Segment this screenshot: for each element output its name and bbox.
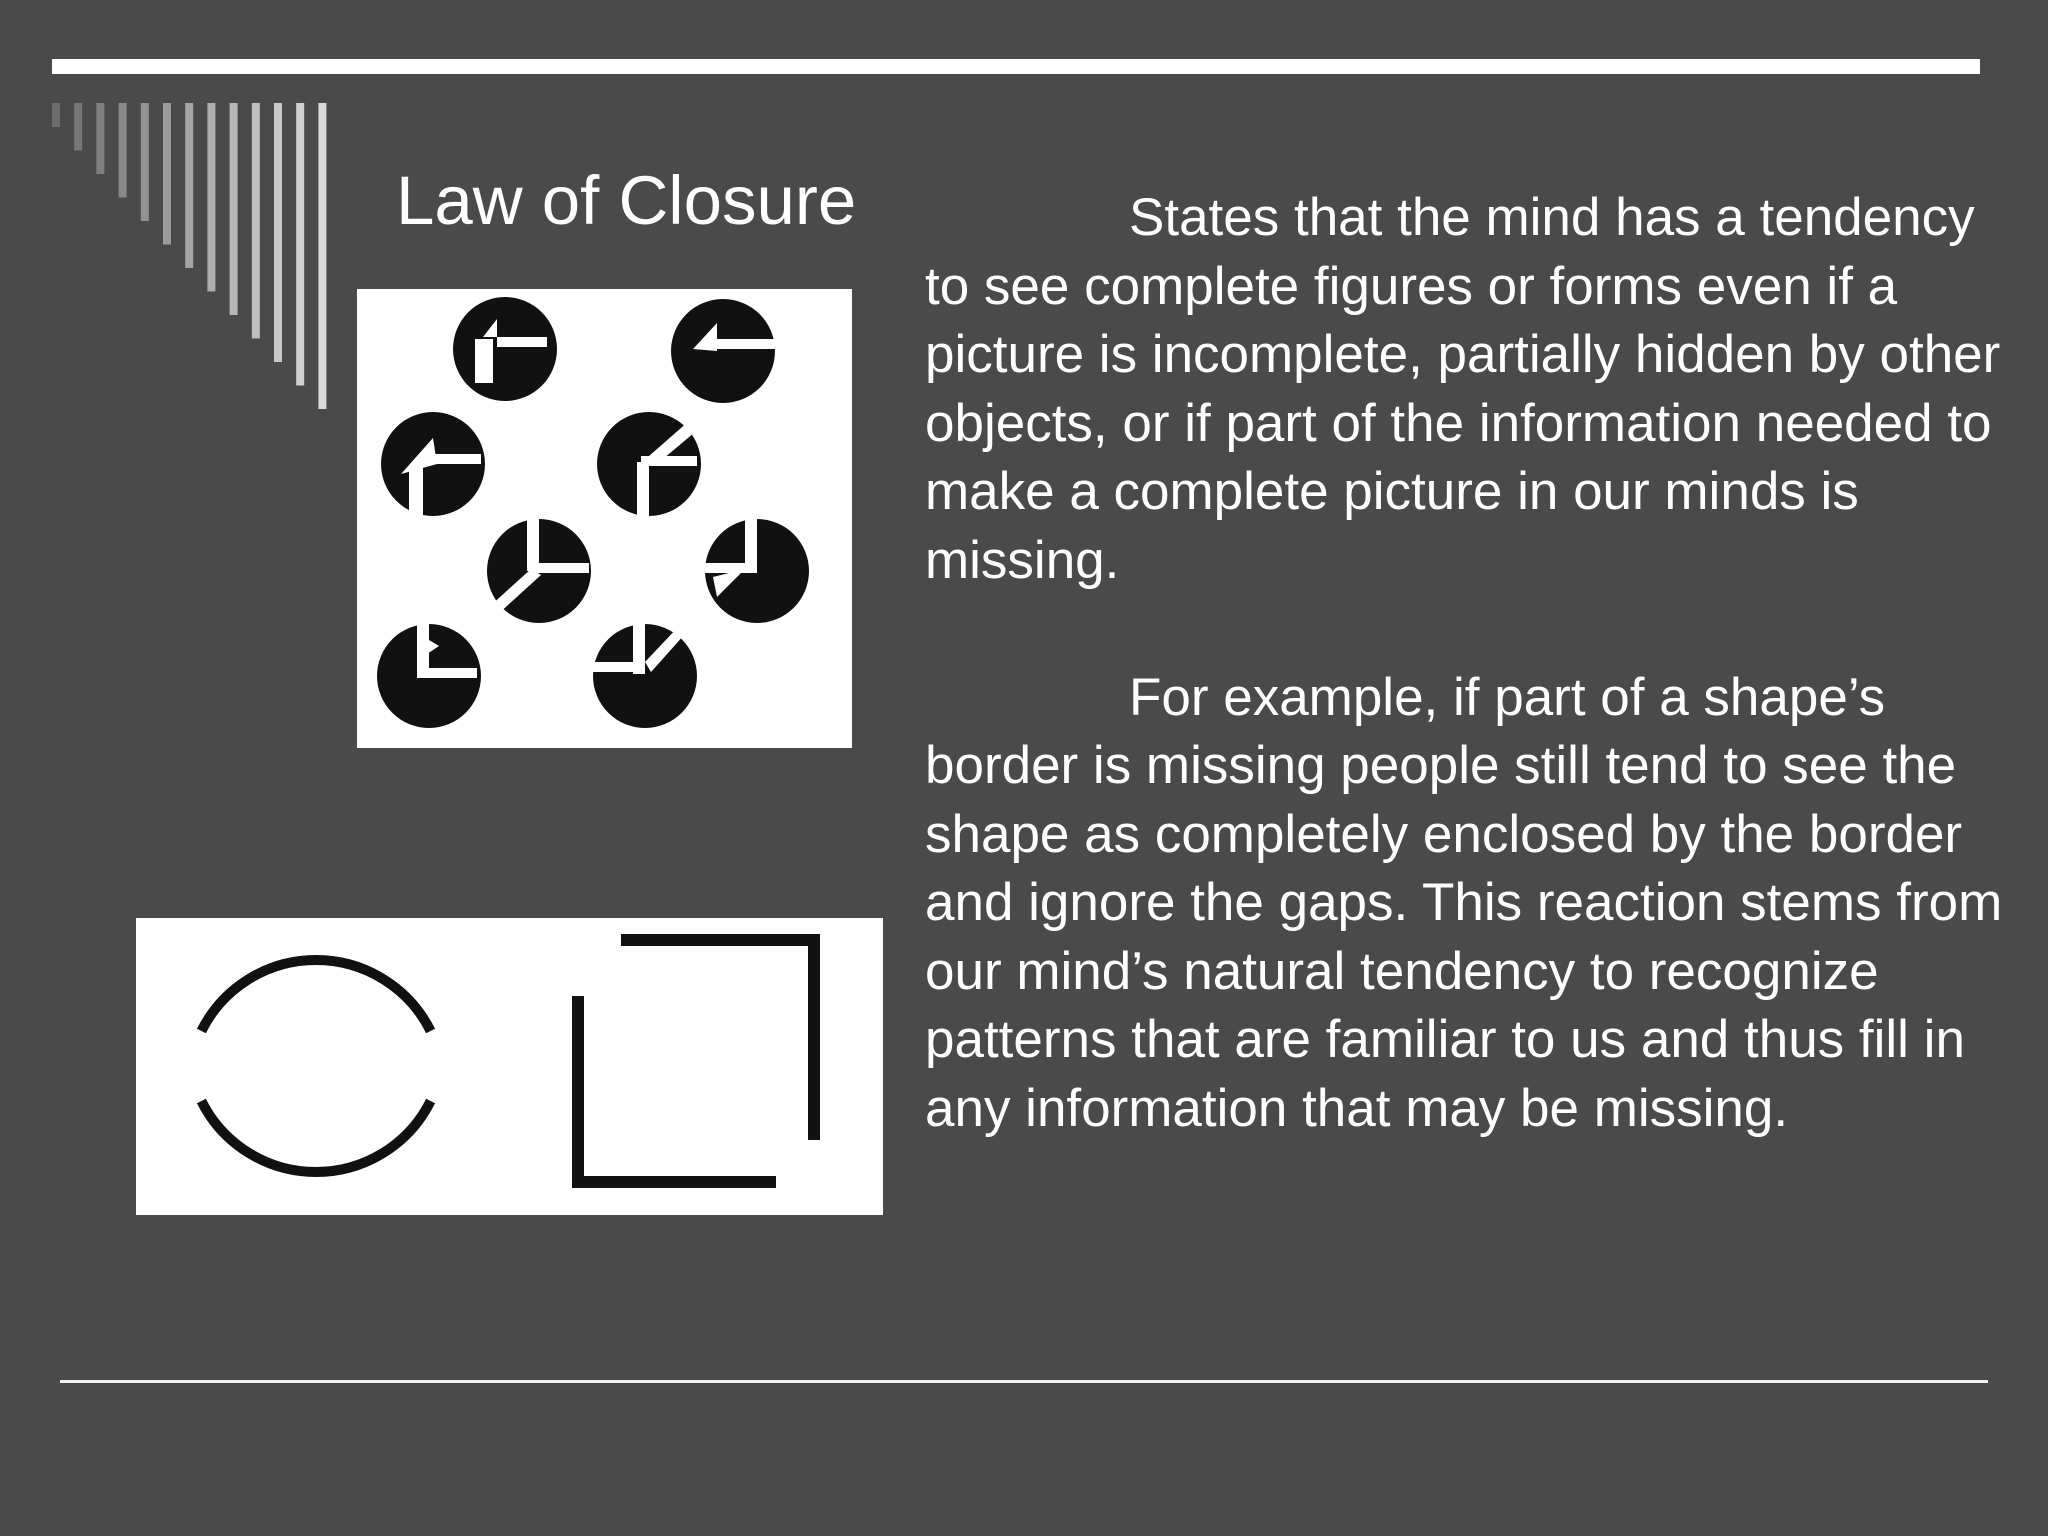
stripe	[296, 103, 304, 386]
example-paragraph: For example, if part of a shape’s border is missing people still tend to see the shape as completely enclosed by the border and ignore the gaps. This reaction stems from our mind’s natural tendency to recognize patterns that are familiar to us and thus fill in any information that may be missing.	[925, 667, 2003, 1138]
bottom-rule	[60, 1380, 1988, 1383]
broken-circle-bottom-arc	[201, 1101, 430, 1172]
definition-paragraph: States that the mind has a tendency to see complete figures or forms even if a picture is incomplete, partially hidden by other objects, or if part of the information needed to make a complete picture in our minds is missing.	[925, 188, 2001, 590]
broken-circle-top-arc	[201, 960, 430, 1031]
slide-title: Law of Closure	[396, 162, 857, 239]
decorative-stripes	[0, 0, 340, 420]
stripe	[230, 103, 238, 315]
stripe	[163, 103, 171, 245]
incomplete-shapes-figure	[136, 918, 883, 1215]
broken-square-top-right	[621, 940, 814, 1140]
stripe	[119, 103, 127, 198]
broken-square-bottom-left	[578, 996, 776, 1182]
stripe	[252, 103, 260, 339]
stripe	[207, 103, 215, 292]
top-rule	[52, 59, 1980, 74]
stripe	[52, 103, 60, 127]
closure-circles-figure	[357, 289, 852, 748]
stripe	[185, 103, 193, 268]
slide-body	[925, 184, 2005, 1143]
stripe	[74, 103, 82, 151]
stripe	[141, 103, 149, 221]
stripe	[318, 103, 326, 409]
stripe	[96, 103, 104, 174]
stripe	[274, 103, 282, 362]
